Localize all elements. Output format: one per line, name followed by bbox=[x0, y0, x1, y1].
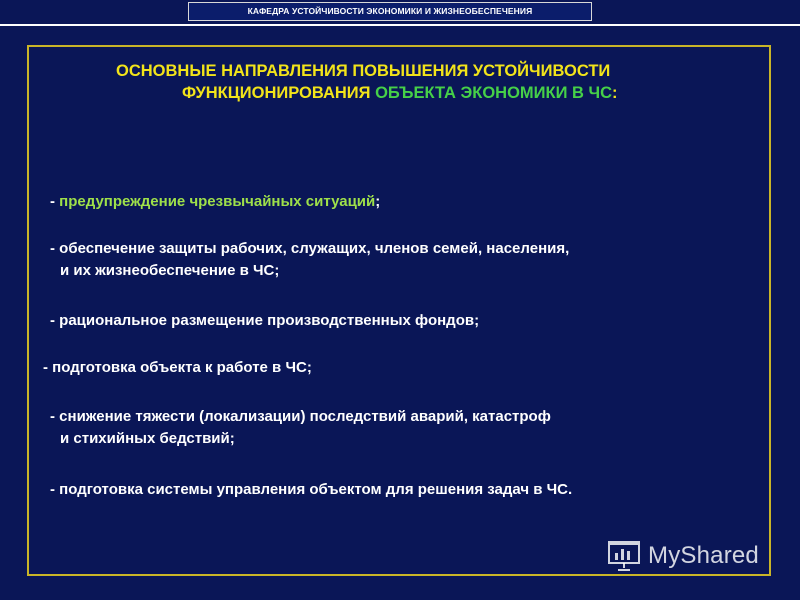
watermark bbox=[606, 536, 759, 576]
list-item-dash: - bbox=[50, 193, 60, 210]
list-item-line-1: - подготовка объекта к работе в ЧС; bbox=[43, 359, 312, 376]
list-item-line-1: - обеспечение защиты рабочих, служащих, членов семей, населения, bbox=[50, 240, 570, 257]
title-line-1: ОСНОВНЫЕ НАПРАВЛЕНИЯ ПОВЫШЕНИЯ УСТОЙЧИВОСТИ bbox=[116, 62, 611, 80]
list-item-end: ; bbox=[375, 193, 381, 210]
title-line-2-colon: : bbox=[612, 84, 618, 102]
title-line-2-part-1: ФУНКЦИОНИРОВАНИЯ bbox=[182, 84, 376, 102]
list-item bbox=[50, 238, 569, 282]
list-item bbox=[50, 191, 380, 213]
list-item-line-1: - снижение тяжести (локализации) последствий аварий, катастроф bbox=[50, 408, 551, 425]
header-label: КАФЕДРА УСТОЙЧИВОСТИ ЭКОНОМИКИ И ЖИЗНЕОБЕСПЕЧЕНИЯ bbox=[247, 6, 533, 16]
list-item-line-1: - подготовка системы управления объектом для решения задач в ЧС. bbox=[50, 481, 573, 498]
list-item bbox=[50, 310, 479, 332]
list-item-highlight: предупреждение чрезвычайных ситуаций bbox=[59, 193, 376, 210]
presentation-chart-icon bbox=[606, 538, 642, 574]
list-item bbox=[50, 406, 551, 450]
watermark-text: MyShared bbox=[648, 542, 759, 569]
slide-title bbox=[116, 60, 756, 104]
list-item-line-1: - рациональное размещение производственных фондов; bbox=[50, 312, 480, 329]
list-item-line-2: и их жизнеобеспечение в ЧС; bbox=[60, 262, 280, 279]
top-divider bbox=[0, 24, 800, 26]
list-item bbox=[43, 357, 312, 379]
header-bar bbox=[188, 2, 592, 21]
list-item bbox=[50, 479, 572, 501]
list-item-line-2: и стихийных бедствий; bbox=[60, 430, 235, 447]
title-line-2 bbox=[116, 82, 756, 104]
title-line-2-part-2: ОБЪЕКТА ЭКОНОМИКИ В ЧС bbox=[375, 84, 613, 102]
